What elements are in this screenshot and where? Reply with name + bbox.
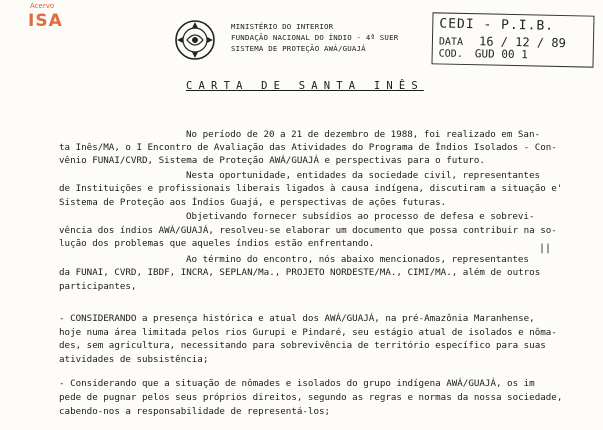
document-title: CARTA DE SANTA INÊS: [186, 80, 424, 92]
stamp-code-value: GUD 00 1: [474, 47, 528, 62]
funai-seal-icon: [173, 18, 217, 62]
stamp-code-label: COD.: [438, 48, 463, 60]
body-line: ta Inês/MA, o I Encontro de Avaliação das Atividades do Programa de Índios Isolados - Con-: [59, 142, 557, 153]
margin-mark: ||: [539, 243, 552, 254]
header-foundation: FUNDAÇÃO NACIONAL DO ÍNDIO - 4ª SUER: [231, 33, 399, 42]
body-line: - Considerando que a situação de nômades e isolados do grupo indígena AWÁ/GUAJÁ, os im: [59, 378, 535, 389]
watermark-logo: ISA: [28, 11, 63, 31]
body-line: - CONSIDERANDO a presença histórica e atual dos AWÁ/GUAJÁ, na pré-Amazônia Maranhense,: [59, 313, 535, 324]
body-line: Ao término do encontro, nós abaixo mencionados, representantes: [186, 254, 529, 265]
body-line: vência dos índios AWÁ/GUAJÁ, resolveu-se elaborar um documento que possa contribuir na so-: [59, 225, 557, 236]
body-line: lução dos problemas que aqueles índios estão enfrentando.: [59, 238, 375, 249]
body-line: pede de pugnar pelos seus próprios direitos, segundo as regras e normas da nossa sociedade,: [59, 392, 563, 403]
body-line: Sistema de Proteção aos Índios Guajá, e perspectivas de ações futuras.: [59, 197, 447, 208]
stamp-code-row: [439, 46, 528, 61]
header-system: SISTEMA DE PROTEÇÃO AWÁ/GUAJÁ: [231, 44, 366, 53]
body-line: des, sem agricultura, necessitando para sobrevivência de território específico para suas: [59, 340, 546, 351]
body-line: atividades de subsistência;: [59, 354, 209, 365]
body-line: cabendo-nos a responsabilidade de representá-los;: [59, 406, 331, 417]
header-ministry: MINISTÉRIO DO INTERIOR: [231, 22, 334, 31]
body-line: de Instituições e profissionais liberais ligados à causa indígena, discutiram a situação e': [59, 183, 563, 194]
stamp-date-value: 16 / 12 / 89: [478, 34, 566, 51]
archive-stamp: [431, 12, 594, 67]
body-line: vênio FUNAI/CVRD, Sistema de Proteção AWÁ/GUAJÁ e perspectivas para o futuro.: [59, 155, 485, 166]
stamp-title: CEDI - P.I.B.: [439, 16, 555, 34]
stamp-date-label: DATA: [438, 36, 464, 48]
body-line: Objetivando fornecer subsídios ao processo de defesa e sobrevi-: [186, 211, 535, 222]
body-line: hoje numa área limitada pelos rios Gurupi e Pindaré, seu estágio atual de isolados e nôma-: [59, 327, 557, 338]
body-line: da FUNAI, CVRD, IBDF, INCRA, SEPLAN/Ma., PROJETO NORDESTE/MA., CIMI/MA., além de outros: [59, 267, 541, 278]
body-line: participantes,: [59, 281, 137, 292]
body-line: No período de 20 a 21 de dezembro de 1988, foi realizado em San-: [186, 129, 541, 140]
watermark-small-text: Acervo: [30, 2, 55, 10]
body-line: Nesta oportunidade, entidades da sociedade civil, representantes: [186, 170, 541, 181]
